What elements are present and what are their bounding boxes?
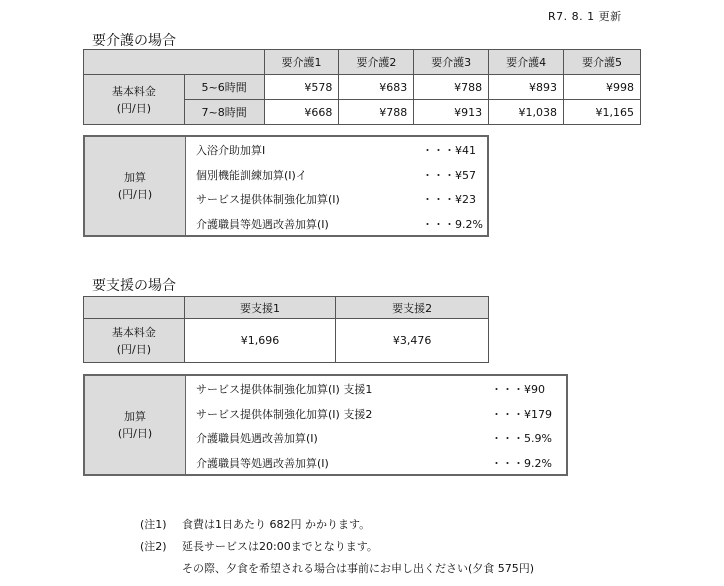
support-section-title: 要支援の場合 [92, 278, 176, 294]
notes [140, 514, 534, 580]
level-header: 要介護3 [414, 50, 489, 75]
addition-item: サービス提供体制強化加算(Ⅰ) ・・・¥23 [196, 193, 476, 206]
addition-item: 個別機能訓練加算(Ⅰ)イ ・・・¥57 [196, 168, 476, 182]
note-2: (注2) 延長サービスは20:00までとなります。 [140, 540, 378, 553]
level-header: 要介護1 [264, 50, 339, 75]
care-additions-box [83, 135, 489, 237]
price-cell: ¥788 [414, 75, 489, 100]
price-cell: ¥1,038 [489, 100, 564, 125]
addition-item: 入浴介助加算Ⅰ ・・・¥41 [196, 144, 476, 157]
addition-item: 介護職員処遇改善加算(Ⅰ) ・・・5.9% [196, 432, 552, 445]
price-cell: ¥3,476 [336, 319, 489, 363]
note-1: (注1) 食費は1日あたり 682円 かかります。 [140, 518, 371, 531]
addition-item: サービス提供体制強化加算(Ⅰ) 支援1 ・・・¥90 [196, 383, 545, 396]
addition-item: 介護職員等処遇改善加算(Ⅰ) ・・・9.2% [196, 456, 552, 470]
addition-item: 介護職員等処遇改善加算(Ⅰ) ・・・9.2% [196, 217, 483, 231]
base-fee-label: 基本料金 (円/日) [84, 319, 185, 363]
price-cell: ¥683 [339, 75, 414, 100]
price-cell: ¥913 [414, 100, 489, 125]
base-fee-label: 基本料金 (円/日) [84, 75, 185, 125]
additions-label: 加算 (円/日) [85, 137, 186, 235]
price-cell: ¥1,165 [564, 100, 641, 125]
support-base-fee-table [83, 296, 489, 363]
price-cell: ¥788 [339, 100, 414, 125]
additions-label: 加算 (円/日) [85, 376, 186, 474]
time-label: 7~8時間 [184, 100, 264, 125]
support-additions-box [83, 374, 568, 476]
level-header: 要介護2 [339, 50, 414, 75]
care-base-fee-table [83, 49, 641, 125]
price-cell: ¥578 [264, 75, 339, 100]
price-cell: ¥893 [489, 75, 564, 100]
price-cell: ¥668 [264, 100, 339, 125]
time-label: 5~6時間 [184, 75, 264, 100]
level-header: 要支援1 [184, 297, 336, 319]
header-blank [84, 50, 265, 75]
level-header: 要支援2 [336, 297, 489, 319]
update-date: R7. 8. 1 更新 [548, 10, 622, 23]
care-section-title: 要介護の場合 [92, 33, 176, 49]
header-blank [84, 297, 185, 319]
addition-item: サービス提供体制強化加算(Ⅰ) 支援2 ・・・¥179 [196, 407, 552, 421]
price-cell: ¥998 [564, 75, 641, 100]
level-header: 要介護4 [489, 50, 564, 75]
level-header: 要介護5 [564, 50, 641, 75]
price-cell: ¥1,696 [184, 319, 336, 363]
note-2-continued: その際、夕食を希望される場合は事前にお申し出ください(夕食 575円) [182, 562, 535, 575]
